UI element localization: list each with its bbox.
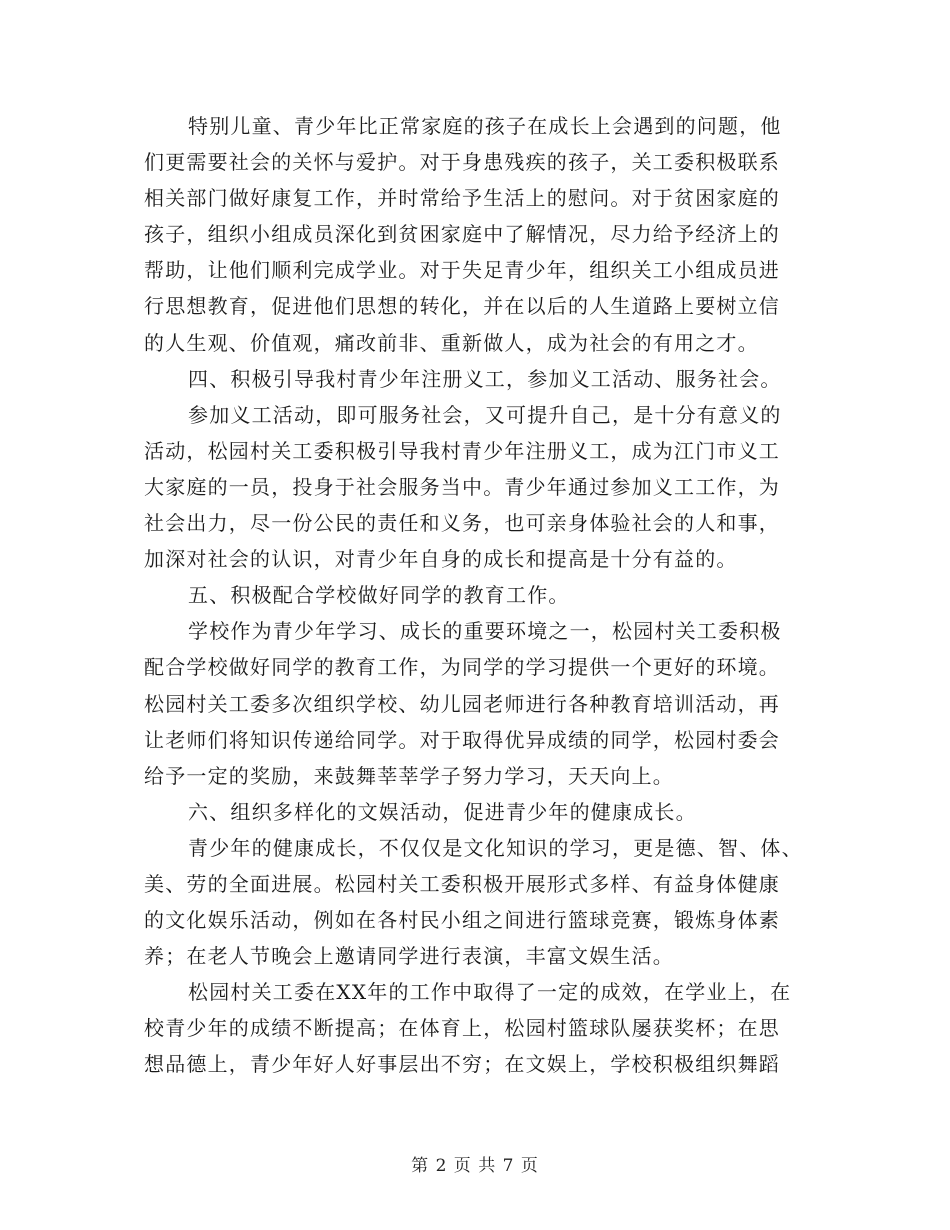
text-line: 的人生观、价值观，痛改前非、重新做人，成为社会的有用之才。 <box>144 330 759 355</box>
section-heading: 五、积极配合学校做好同学的教育工作。 <box>188 583 570 608</box>
text-line: 孩子，组织小组成员深化到贫困家庭中了解情况，尽力给予经济上的 <box>144 222 780 247</box>
text-line: 参加义工活动，即可服务社会，又可提升自己，是十分有意义的 <box>188 402 782 427</box>
text-line: 加深对社会的认识，对青少年自身的成长和提高是十分有益的。 <box>144 547 738 572</box>
text-line: 青少年的健康成长，不仅仅是文化知识的学习，更是德、智、体、 <box>188 835 803 860</box>
text-line: 们更需要社会的关怀与爱护。对于身患残疾的孩子，关工委积极联系 <box>144 150 780 175</box>
text-line: 松园村关工委在XX年的工作中取得了一定的成效，在学业上，在 <box>188 980 792 1005</box>
text-line: 特别儿童、青少年比正常家庭的孩子在成长上会遇到的问题，他 <box>188 114 782 138</box>
text-line: 养；在老人节晚会上邀请同学进行表演，丰富文娱生活。 <box>144 944 674 969</box>
text-line: 美、劳的全面进展。松园村关工委积极开展形式多样、有益身体健康 <box>144 871 780 896</box>
text-line: 相关部门做好康复工作，并时常给予生活上的慰问。对于贫困家庭的 <box>144 186 780 211</box>
document-body <box>144 108 824 1083</box>
text-line: 社会出力，尽一份公民的责任和义务，也可亲身体验社会的人和事， <box>144 511 780 536</box>
text-line: 帮助，让他们顺利完成学业。对于失足青少年，组织关工小组成员进 <box>144 258 780 283</box>
text-line: 想品德上，青少年好人好事层出不穷；在文娱上，学校积极组织舞蹈 <box>144 1052 780 1077</box>
text-line: 行思想教育，促进他们思想的转化，并在以后的人生道路上要树立信 <box>144 294 780 319</box>
text-line: 校青少年的成绩不断提高；在体育上，松园村篮球队屡获奖杯；在思 <box>144 1016 780 1041</box>
text-line: 大家庭的一员，投身于社会服务当中。青少年通过参加义工工作，为 <box>144 474 780 499</box>
text-line: 让老师们将知识传递给同学。对于取得优异成绩的同学，松园村委会 <box>144 727 780 752</box>
text-line: 的文化娱乐活动，例如在各村民小组之间进行篮球竞赛，锻炼身体素 <box>144 908 780 933</box>
section-heading: 四、积极引导我村青少年注册义工，参加义工活动、服务社会。 <box>188 366 782 391</box>
text-line: 配合学校做好同学的教育工作，为同学的学习提供一个更好的环境。 <box>144 655 780 680</box>
section-heading: 六、组织多样化的文娱活动，促进青少年的健康成长。 <box>188 799 697 824</box>
text-line: 学校作为青少年学习、成长的重要环境之一，松园村关工委积极 <box>188 619 782 644</box>
text-line: 松园村关工委多次组织学校、幼儿园老师进行各种教育培训活动，再 <box>144 691 780 716</box>
page-number-footer: 第 2 页 共 7 页 <box>411 1156 539 1176</box>
text-line: 活动，松园村关工委积极引导我村青少年注册义工，成为江门市义工 <box>144 438 780 463</box>
text-line: 给予一定的奖励，来鼓舞莘莘学子努力学习，天天向上。 <box>144 763 674 788</box>
